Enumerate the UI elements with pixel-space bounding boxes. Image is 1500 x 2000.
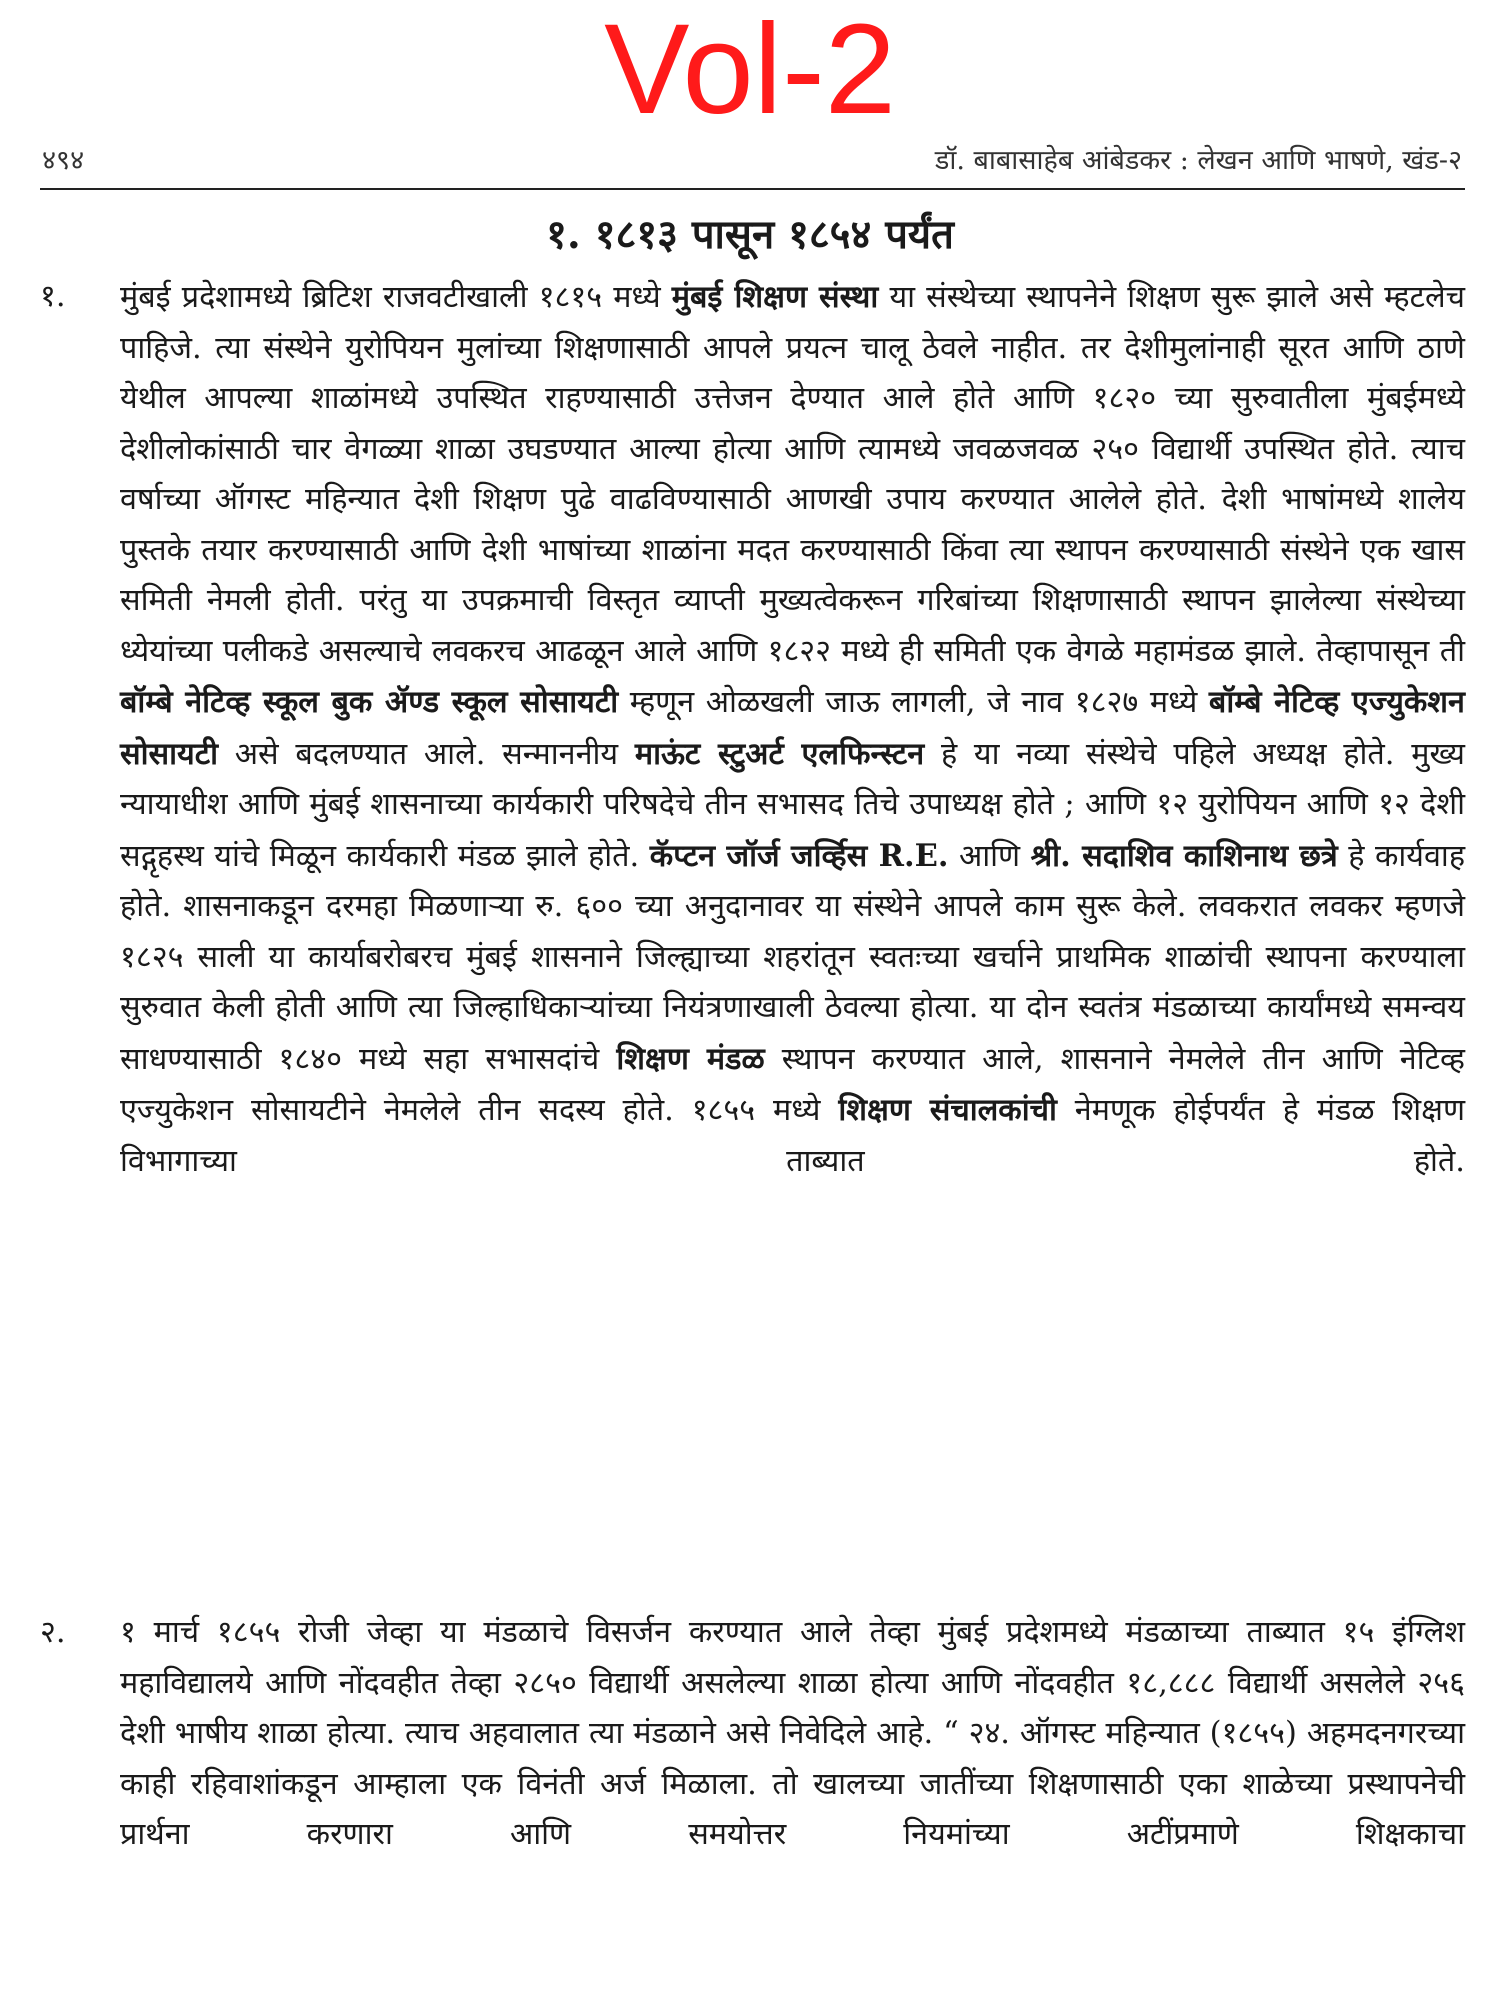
volume-banner: Vol-2 [604,0,896,141]
text-run: स्थापन करण्यात आले, शासनाने नेमलेले तीन आणि नेटिव्ह एज्युकेशन सोसायटीने नेमलेले तीन सदस्य होते. १८५५ मध्ये [120,1041,1465,1128]
text-run: आणि [948,838,1031,874]
text-run: हे या नव्या संस्थेचे पहिले अध्यक्ष होते. मुख्य न्यायाधीश आणि मुंबई शासनाच्या कार्यकारी परिषदेचे तीन सभासद तिचे उपाध्यक्ष होते ; आणि १२ युरोपियन आणि १२ देशी सद्गृहस्थ यांचे मिळून कार्यकारी मंडळ झाले होते. [120,736,1465,874]
chapter-title: १. १८१३ पासून १८५४ पर्यंत [546,211,954,258]
page-number: ४९४ [42,145,85,176]
running-title: डॉ. बाबासाहेब आंबेडकर : लेखन आणि भाषणे, खंड-२ [934,145,1462,176]
bold-term: श्री. सदाशिव काशिनाथ छत्रे [1030,837,1338,874]
text-run: नेमणूक होईपर्यंत हे मंडळ शिक्षण विभागाच्या ताब्यात होते. [120,1093,1465,1179]
bold-term: माऊंट स्टुअर्ट एलफिन्स्टन [634,735,925,772]
paragraph-body [120,1608,1465,1861]
paragraph-number: १. [40,279,66,314]
paragraph-1 [40,272,1465,1187]
paragraph-number: २. [40,1615,66,1650]
text-run: या संस्थेच्या स्थापनेने शिक्षण सुरू झाले असे म्हटलेच पाहिजे. त्या संस्थेने युरोपियन मुलांच्या शिक्षणासाठी आपले प्रयत्न चालू ठेवले नाहीत. तर देशीमुलांनाही सूरत आणि ठाणे येथील आपल्या शाळांमध्ये उपस्थित राहण्यासाठी उत्तेजन देण्यात आले होते आणि १८२० च्या सुरुवातीला मुंबईमध्ये देशीलोकांसाठी चार वेगळ्या शाळा उघडण्यात आल्या होत्या आणि त्यामध्ये जवळजवळ २५० विद्यार्थी उपस्थित होते. त्याच वर्षाच्या ऑगस्ट महिन्यात देशी शिक्षण पुढे वाढविण्यासाठी आणखी उपाय करण्यात आलेले होते. देशी भाषांमध्ये शालेय पुस्तके तयार करण्यासाठी आणि देशी भाषांच्या शाळांना मदत करण्यासाठी किंवा त्या स्थापन करण्यासाठी संस्थेने एक खास समिती नेमली होती. परंतु या उपक्रमाची विस्तृत व्याप्ती मुख्यत्वेकरून गरिबांच्या शिक्षणासाठी स्थापन झालेल्या संस्थेच्या ध्येयांच्या पलीकडे असल्याचे लवकरच आढळून आले आणि १८२२ मध्ये ही समिती एक वेगळे महामंडळ झाले. तेव्हापासून ती [120,280,1466,669]
paragraph-2 [40,1608,1465,1861]
text-run: १ मार्च १८५५ रोजी जेव्हा या मंडळाचे विसर्जन करण्यात आले तेव्हा मुंबई प्रदेशमध्ये मंडळाच्या ताब्यात १५ इंग्लिश महाविद्यालये आणि नोंदवहीत तेव्हा २८५० विद्यार्थी असलेल्या शाळा होत्या आणि नोंदवहीत १८,८८८ विद्यार्थी असलेले २५६ देशी भाषीय शाळा होत्या. त्याच अहवालात त्या मंडळाने असे निवेदिले आहे. “ २४. ऑगस्ट महिन्यात (१८५५) अहमदनगरच्या काही रहिवाशांकडून आम्हाला एक विनंती अर्ज मिळाला. तो खालच्या जातींच्या शिक्षणासाठी एका शाळेच्या प्रस्थापनेची प्रार्थना करणारा आणि समयोत्तर नियमांच्या अटींप्रमाणे शिक्षकाचा [120,1615,1465,1852]
text-run: म्हणून ओळखली जाऊ लागली, जे नाव १८२७ मध्ये [618,685,1209,720]
bold-term: मुंबई शिक्षण संस्था [671,279,879,315]
text-run: हे कार्यवाह होते. शासनाकडून दरमहा मिळणाऱ्या रु. ६०० च्या अनुदानावर या संस्थेने आपले काम सुरू केले. लवकरात लवकर म्हणजे १८२५ साली या कार्याबरोबरच मुंबई शासनाने जिल्ह्याच्या शहरांतून स्वतःच्या खर्चाने प्राथमिक शाळांची स्थापना करण्याला सुरुवात केली होती आणि त्या जिल्हाधिकाऱ्यांच्या नियंत्रणाखाली ठेवल्या होत्या. या दोन स्वतंत्र मंडळाच्या कार्यांमध्ये समन्वय साधण्यासाठी १८४० मध्ये सहा सभासदांचे [120,838,1466,1077]
paragraph-body [120,272,1465,1187]
bold-term: शिक्षण मंडळ [616,1040,765,1077]
text-run: असे बदलण्यात आले. सन्माननीय [218,736,635,772]
bold-term: बॉम्बे नेटिव्ह एज्युकेशन सोसायटी [120,684,1465,772]
text-run: मुंबई प्रदेशामध्ये ब्रिटिश राजवटीखाली १८१५ मध्ये [120,280,672,315]
header-rule [40,188,1465,190]
bold-term: शिक्षण संचालकांची [838,1092,1057,1128]
running-header [42,140,1462,177]
bold-term: बॉम्बे नेटिव्ह स्कूल बुक ॲण्ड स्कूल सोसायटी [120,684,619,720]
bold-term: कॅप्टन जॉर्ज जर्व्हिस R.E. [649,837,949,874]
